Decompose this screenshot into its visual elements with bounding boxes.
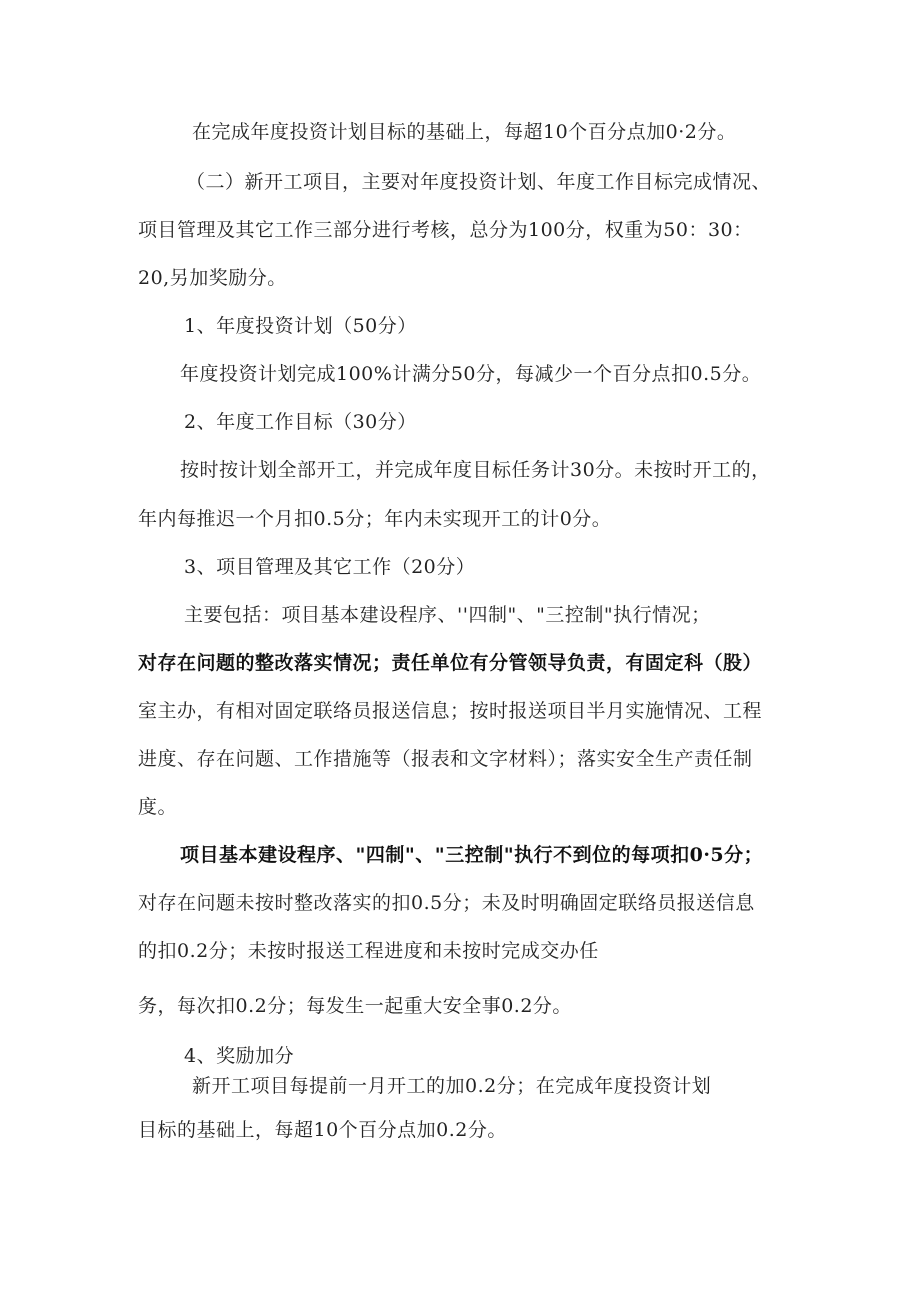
subheading-work-target: 2、年度工作目标（30分）: [184, 411, 417, 433]
paragraph-line-16: 项目基本建设程序、"四制"、"三控制"执行不到位的每项扣0·5分；: [180, 844, 764, 866]
subheading-bonus-points: 4、奖励加分: [184, 1045, 295, 1067]
paragraph-line-14: 进度、存在问题、工作措施等（报表和文字材料）；落实安全生产责任制: [138, 748, 753, 770]
paragraph-line-18: 的扣0.2分；未按时报送工程进度和未按时完成交办任: [138, 940, 599, 962]
paragraph-line-21: 新开工项目每提前一月开工的加0.2分；在完成年度投资计划: [192, 1075, 712, 1097]
section-heading-new-projects: （二）新开工项目，主要对年度投资计划、年度工作目标完成情况、: [186, 171, 772, 193]
paragraph-line-19: 务，每次扣0.2分；每发生一起重大安全事0.2分。: [138, 995, 572, 1017]
paragraph-line-4: 20,另加奖励分。: [138, 267, 287, 289]
paragraph-line-6: 年度投资计划完成100%计满分50分，每减少一个百分点扣0.5分。: [180, 363, 762, 385]
paragraph-line-11: 主要包括：项目基本建设程序、''四制"、"三控制"执行情况；: [184, 604, 711, 626]
paragraph-line-15: 度。: [138, 796, 178, 818]
paragraph-line-17: 对存在问题未按时整改落实的扣0.5分；未及时明确固定联络员报送信息: [138, 892, 755, 914]
subheading-project-management: 3、项目管理及其它工作（20分）: [184, 556, 476, 578]
paragraph-line-8: 按时按计划全部开工，并完成年度目标任务计30分。未按时开工的，: [180, 459, 771, 481]
paragraph-line-22: 目标的基础上，每超10个百分点加0.2分。: [138, 1119, 507, 1141]
paragraph-line-3: 项目管理及其它工作三部分进行考核，总分为100分，权重为50：30：: [138, 219, 753, 241]
paragraph-line-13: 室主办，有相对固定联络员报送信息；按时报送项目半月实施情况、工程: [138, 700, 763, 722]
subheading-investment-plan: 1、年度投资计划（50分）: [184, 315, 417, 337]
paragraph-line-1: 在完成年度投资计划目标的基础上，每超10个百分点加0·2分。: [192, 121, 737, 143]
paragraph-line-12: 对存在问题的整改落实情况；责任单位有分管领导负责，有固定科（股）: [138, 652, 763, 674]
paragraph-line-9: 年内每推迟一个月扣0.5分；年内未实现开工的计0分。: [138, 508, 612, 530]
